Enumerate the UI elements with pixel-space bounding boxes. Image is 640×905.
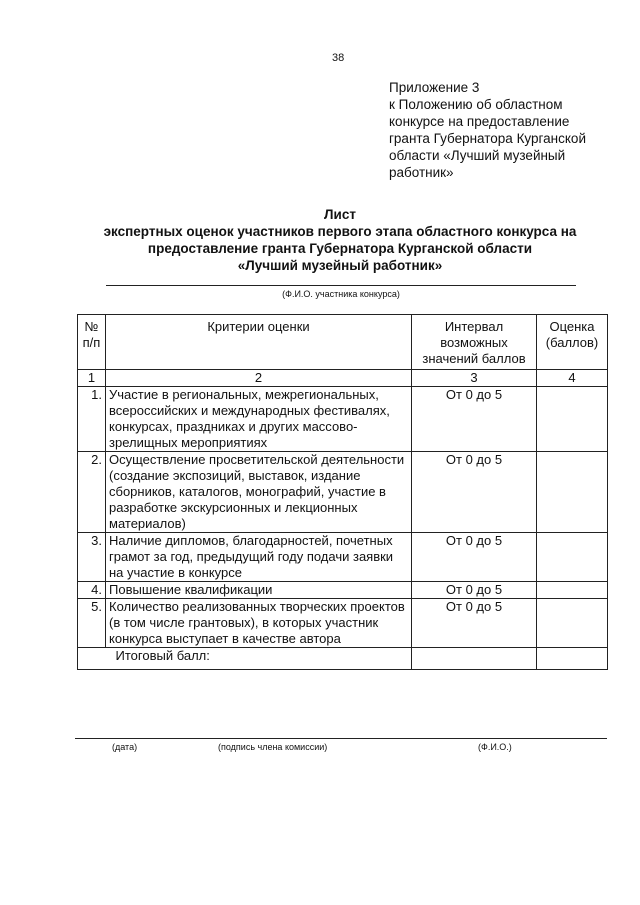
- row-criterion: Участие в региональных, межрегиональных, всероссийских и международных фестивалях, конкурсах, праздниках и других массово-зрелищных мероприятиях: [106, 387, 412, 452]
- header-interval: Интервал возможных значений баллов: [412, 315, 537, 370]
- row-criterion: Осуществление просветительской деятельности (создание экспозиций, выставок, издание сборников, каталогов, монографий, участие в разработке экскурсионных и лекционных материалов): [106, 452, 412, 533]
- table-row: [78, 387, 608, 452]
- appendix-line: области «Лучший музейный: [389, 148, 566, 163]
- signature-line: [75, 738, 607, 739]
- title-line: предоставление гранта Губернатора Курганской области: [147, 241, 533, 256]
- header-score: Оценка (баллов): [537, 315, 608, 370]
- document-title: [80, 206, 600, 274]
- row-score: [537, 387, 608, 452]
- signature-caption: (подпись члена комиссии): [218, 742, 328, 752]
- page-number: 38: [332, 52, 345, 64]
- appendix-line: к Положению об областном: [389, 97, 563, 112]
- table-row: [78, 533, 608, 582]
- title-line: экспертных оценок участников первого этапа областного конкурса на: [103, 224, 577, 239]
- participant-name-caption: (Ф.И.О. участника конкурса): [282, 289, 400, 299]
- appendix-line: гранта Губернатора Курганской: [389, 131, 586, 146]
- row-criterion: Повышение квалификации: [106, 582, 412, 599]
- column-number: 1: [78, 370, 106, 387]
- appendix-line: Приложение 3: [389, 80, 480, 95]
- row-score: [537, 533, 608, 582]
- appendix-line: конкурсе на предоставление: [389, 114, 570, 129]
- criteria-table: [77, 314, 608, 670]
- row-criterion: Наличие дипломов, благодарностей, почетных грамот за год, предыдущий году подачи заявки на участие в конкурсе: [106, 533, 412, 582]
- header-num: № п/п: [78, 315, 106, 370]
- appendix-header: [389, 79, 619, 181]
- column-number: 4: [537, 370, 608, 387]
- title-line: «Лучший музейный работник»: [237, 258, 443, 273]
- row-interval: От 0 до 5: [412, 599, 537, 648]
- row-score: [537, 582, 608, 599]
- table-header-row: [78, 315, 608, 370]
- row-interval: От 0 до 5: [412, 582, 537, 599]
- row-number: 5.: [78, 599, 106, 648]
- row-number: 3.: [78, 533, 106, 582]
- table-row: [78, 599, 608, 648]
- total-num-cell: [78, 648, 106, 670]
- participant-name-line: [106, 285, 576, 286]
- table-row: [78, 452, 608, 533]
- date-caption: (дата): [112, 742, 138, 752]
- row-interval: От 0 до 5: [412, 533, 537, 582]
- total-score-cell: [537, 648, 608, 670]
- total-interval-cell: [412, 648, 537, 670]
- column-number: 2: [106, 370, 412, 387]
- total-row: [78, 648, 608, 670]
- row-number: 4.: [78, 582, 106, 599]
- fio-caption: (Ф.И.О.): [478, 742, 512, 752]
- row-number: 2.: [78, 452, 106, 533]
- row-number: 1.: [78, 387, 106, 452]
- header-criteria: Критерии оценки: [106, 315, 412, 370]
- table-row: [78, 582, 608, 599]
- row-score: [537, 599, 608, 648]
- row-criterion: Количество реализованных творческих проектов (в том числе грантовых), в которых участник конкурса выступает в качестве автора: [106, 599, 412, 648]
- column-number: 3: [412, 370, 537, 387]
- row-interval: От 0 до 5: [412, 452, 537, 533]
- row-score: [537, 452, 608, 533]
- appendix-line: работник»: [389, 165, 454, 180]
- total-label: Итоговый балл:: [106, 648, 412, 670]
- title-line: Лист: [324, 207, 356, 222]
- row-interval: От 0 до 5: [412, 387, 537, 452]
- column-number-row: [78, 370, 608, 387]
